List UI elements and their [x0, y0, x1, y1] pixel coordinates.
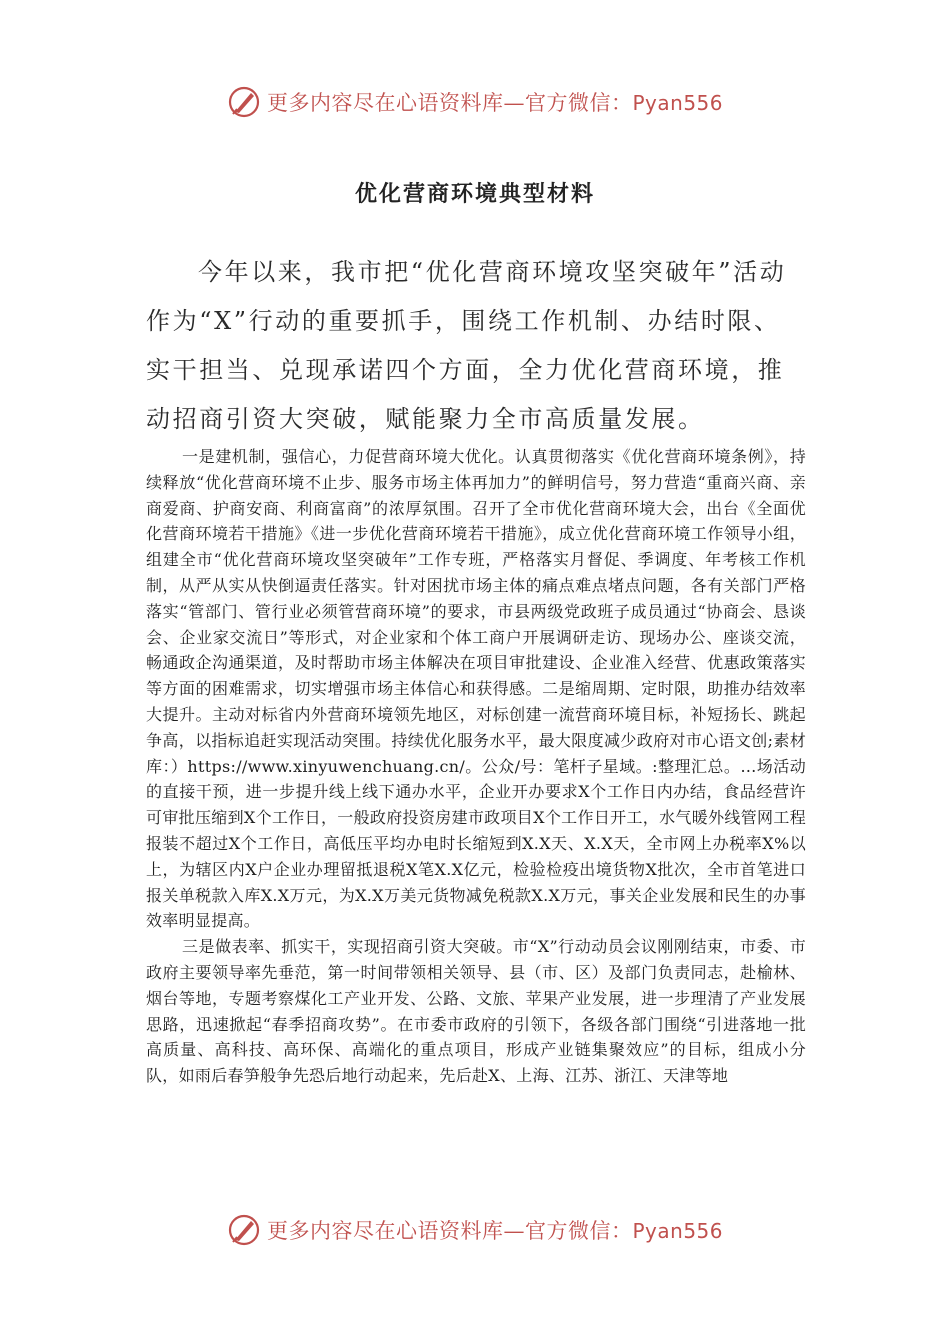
quill-pen-logo-icon: [227, 85, 261, 119]
body-paragraph-1: 一是建机制，强信心，力促营商环境大优化。认真贯彻落实《优化营商环境条例》，持续释放“优化营商环境不止步、服务市场主体再加力”的鲜明信号，努力营造“重商兴商、亲商爱商、护商安商、利商富商”的浓厚氛围。召开了全市优化营商环境大会，出台《全面优化营商环境若干措施》《进一步优化营商环境若干措施》，成立优化营商环境工作领导小组，组建全市“优化营商环境攻坚突破年”工作专班，严格落实月督促、季调度、年考核工作机制，从严从实从快倒逼责任落实。针对困扰市场主体的痛点难点堵点问题，各有关部门严格落实“管部门、管行业必须管营商环境”的要求，市县两级党政班子成员通过“协商会、恳谈会、企业家交流日”等形式，对企业家和个体工商户开展调研走访、现场办公、座谈交流，畅通政企沟通渠道，及时帮助市场主体解决在项目审批建设、企业准入经营、优惠政策落实等方面的困难需求，切实增强市场主体信心和获得感。二是缩周期、定时限，助推办结效率大提升。主动对标省内外营商环境领先地区，对标创建一流营商环境目标，补短扬长、跳起争高，以指标追赶实现活动突围。持续优化服务水平，最大限度减少政府对市心语文创;素材库：）https://www.xinyuwenchuang.cn/。公众/号：笔杆子星域。:整理汇总。…场活动的直接干预，进一步提升线上线下通办水平，企业开办要求X个工作日内办结，食品经营许可审批压缩到X个工作日，一般政府投资房建市政项目X个工作日开工，水气暖外线管网工程报装不超过X个工作日，高低压平均办电时长缩短到X.X天、X.X天，全市网上办税率X%以上，为辖区内X户企业办理留抵退税X笔X.X亿元，检验检疫出境货物X批次，全市首笔进口报关单税款入库X.X万元，为X.X万美元货物减免税款X.X万元，事关企业发展和民生的办事效率明显提高。: [146, 447, 806, 931]
document-title: 优化营商环境典型材料: [354, 182, 595, 207]
footer-banner-text: 更多内容尽在心语资料库—官方微信：Pyan556: [266, 1219, 723, 1243]
footer-banner: [0, 1210, 950, 1250]
quill-pen-logo-icon: [227, 1213, 261, 1247]
wechat-id: Pyan556: [632, 1219, 723, 1243]
header-banner: [0, 82, 950, 122]
intro-paragraph: 今年以来，我市把“优化营商环境攻坚突破年”活动作为“X”行动的重要抓手，围绕工作机制、办结时限、实干担当、兑现承诺四个方面，全力优化营商环境，推动招商引资大突破，赋能聚力全市高质量发展。: [146, 258, 787, 433]
body-paragraph-2: 三是做表率、抓实干，实现招商引资大突破。市“X”行动动员会议刚刚结束，市委、市政府主要领导率先垂范，第一时间带领相关领导、县（市、区）及部门负责同志，赴榆林、烟台等地，专题考察煤化工产业开发、公路、文旅、苹果产业发展，进一步理清了产业发展思路，迅速掀起“春季招商攻势”。在市委市政府的引领下，各级各部门围绕“引进落地一批高质量、高科技、高环保、高端化的重点项目，形成产业链集聚效应”的目标，组成小分队，如雨后春笋般争先恐后地行动起来，先后赴X、上海、江苏、浙江、天津等地: [146, 937, 806, 1086]
wechat-id: Pyan556: [632, 91, 723, 115]
header-banner-text: 更多内容尽在心语资料库—官方微信：Pyan556: [266, 91, 723, 115]
document-body: [146, 444, 806, 1089]
